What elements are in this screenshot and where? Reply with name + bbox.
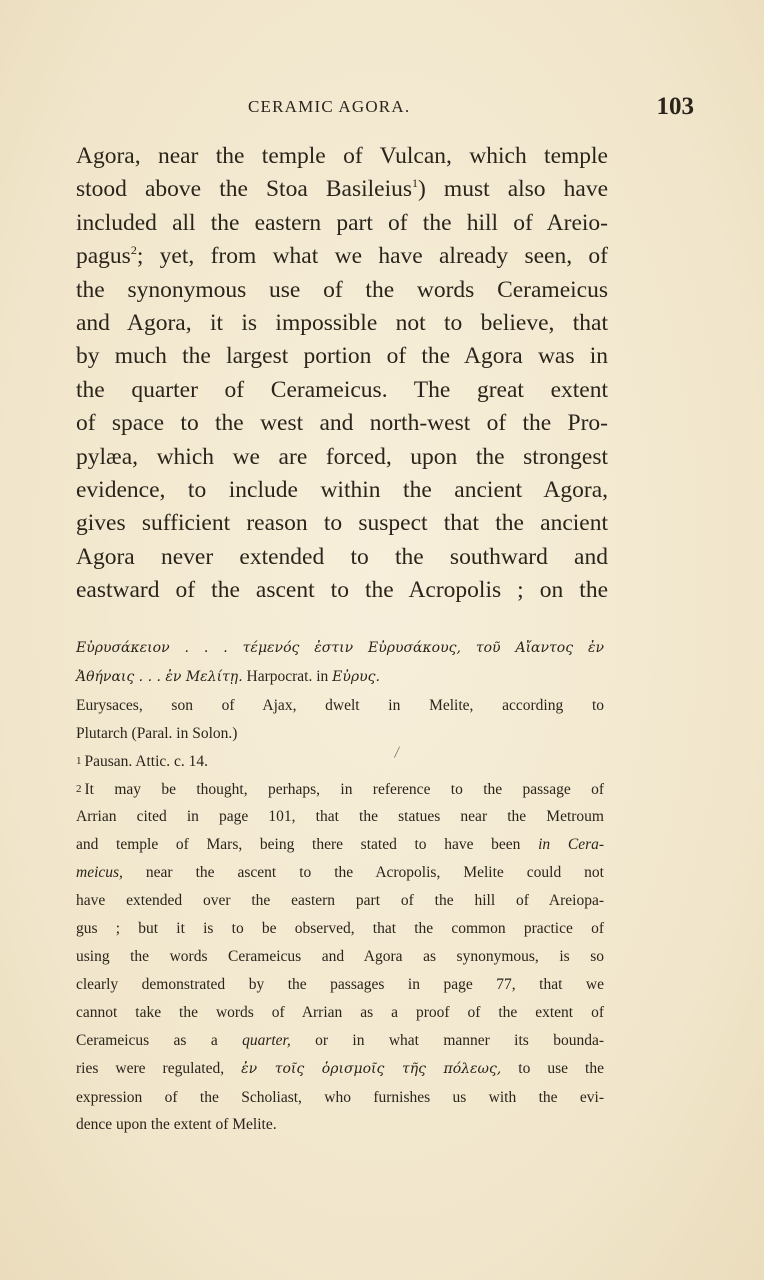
footnote-line: using the words Cerameicus and Agora as synonymous, is so (76, 947, 604, 965)
footnote-ref: 1 (412, 176, 419, 191)
footnote-line: Arrian cited in page 101, that the statues near the Metroum (76, 808, 604, 826)
text-line: by much the largest portion of the Agora was in (76, 343, 608, 370)
footnote-line (76, 776, 604, 804)
text-span: pagus (76, 243, 131, 270)
footnote-marker: 2 (76, 782, 82, 795)
footnote-line (76, 748, 604, 776)
footnote-line: cannot take the words of Arrian as a proof of the extent of (76, 1003, 604, 1021)
text-span: ) must also have (418, 176, 609, 203)
footnote-line: Plutarch (Paral. in Solon.) (76, 724, 238, 742)
footnotes (76, 634, 604, 1139)
text-line: Agora never extended to the southward and (76, 543, 608, 570)
footnote-line: Eurysaces, son of Ajax, dwelt in Melite, according to (76, 696, 604, 714)
text-span: ries were regulated, (76, 1059, 242, 1077)
text-line: and Agora, it is impossible not to believe, that (76, 310, 608, 337)
running-head: CERAMIC AGORA. (248, 97, 411, 116)
text-span: Pausan. Attic. c. 14. (84, 752, 209, 770)
footnote-line (76, 663, 604, 692)
text-line: pylæa, which we are forced, upon the strongest (76, 443, 608, 470)
text-span: Harpocrat. in (242, 667, 333, 685)
footnote-line: dence upon the extent of Melite. (76, 1116, 277, 1134)
greek-text: Εὐρυς. (332, 668, 380, 685)
page-header (76, 93, 696, 127)
page-number: 103 (656, 93, 694, 120)
footnote-line (76, 634, 604, 663)
text-span: and temple of Mars, being there stated to have been (76, 836, 521, 854)
text-line: eastward of the ascent to the Acropolis ; on the (76, 577, 608, 604)
text-span: It may be thought, perhaps, in reference to the passage of (84, 780, 604, 798)
footnote-line (76, 831, 604, 859)
text-span: to use the (501, 1059, 604, 1077)
footnote-line: expression of the Scholiast, who furnishes us with the evi- (76, 1088, 604, 1106)
footnote-line: gus ; but it is to be observed, that the common practice of (76, 920, 604, 938)
greek-text: Ἀθήναις . . . ἐν Μελίτῃ. (76, 668, 243, 685)
italic-text: meicus, (76, 864, 123, 882)
main-text (76, 140, 608, 608)
greek-text: Εὐρυσάκειον . . . τέμενός ἐστιν Εὐρυσάκους, τοῦ Αἴαντος ἐν (76, 640, 604, 656)
footnote-line (76, 1027, 604, 1055)
text-span: ; yet, from what we have already seen, of (136, 243, 608, 270)
text-line: included all the eastern part of the hill of Areio- (76, 209, 608, 236)
text-span: Cerameicus as a (76, 1031, 243, 1049)
footnote-line (76, 1055, 604, 1084)
text-line: of space to the west and north-west of the Pro- (76, 410, 608, 437)
text-span: or in what manner its bounda- (290, 1031, 604, 1049)
footnote-ref: 2 (130, 243, 137, 258)
text-line: the quarter of Cerameicus. The great extent (76, 376, 608, 403)
text-line: evidence, to include within the ancient Agora, (76, 477, 608, 504)
text-line: gives sufficient reason to suspect that the ancient (76, 510, 608, 537)
italic-text: in Cera- (538, 836, 605, 854)
pencil-mark: ⁄ (394, 744, 400, 762)
text-span: near the ascent to the Acropolis, Melite could not (122, 864, 604, 882)
greek-text: ἐν τοῖς ὁρισμοῖς τῆς πόλεως, (241, 1060, 502, 1077)
text-span: stood above the Stoa Basileius (76, 176, 413, 203)
italic-text: quarter, (242, 1031, 291, 1049)
text-line (76, 173, 608, 206)
text-line (76, 240, 608, 273)
footnote-line: clearly demonstrated by the passages in page 77, that we (76, 975, 604, 993)
text-line: the synonymous use of the words Cerameicus (76, 276, 608, 303)
footnote-marker: 1 (76, 754, 82, 767)
footnote-line: have extended over the eastern part of the hill of Areiopa- (76, 892, 604, 910)
footnote-line (76, 859, 604, 887)
text-line: Agora, near the temple of Vulcan, which temple (76, 143, 608, 169)
